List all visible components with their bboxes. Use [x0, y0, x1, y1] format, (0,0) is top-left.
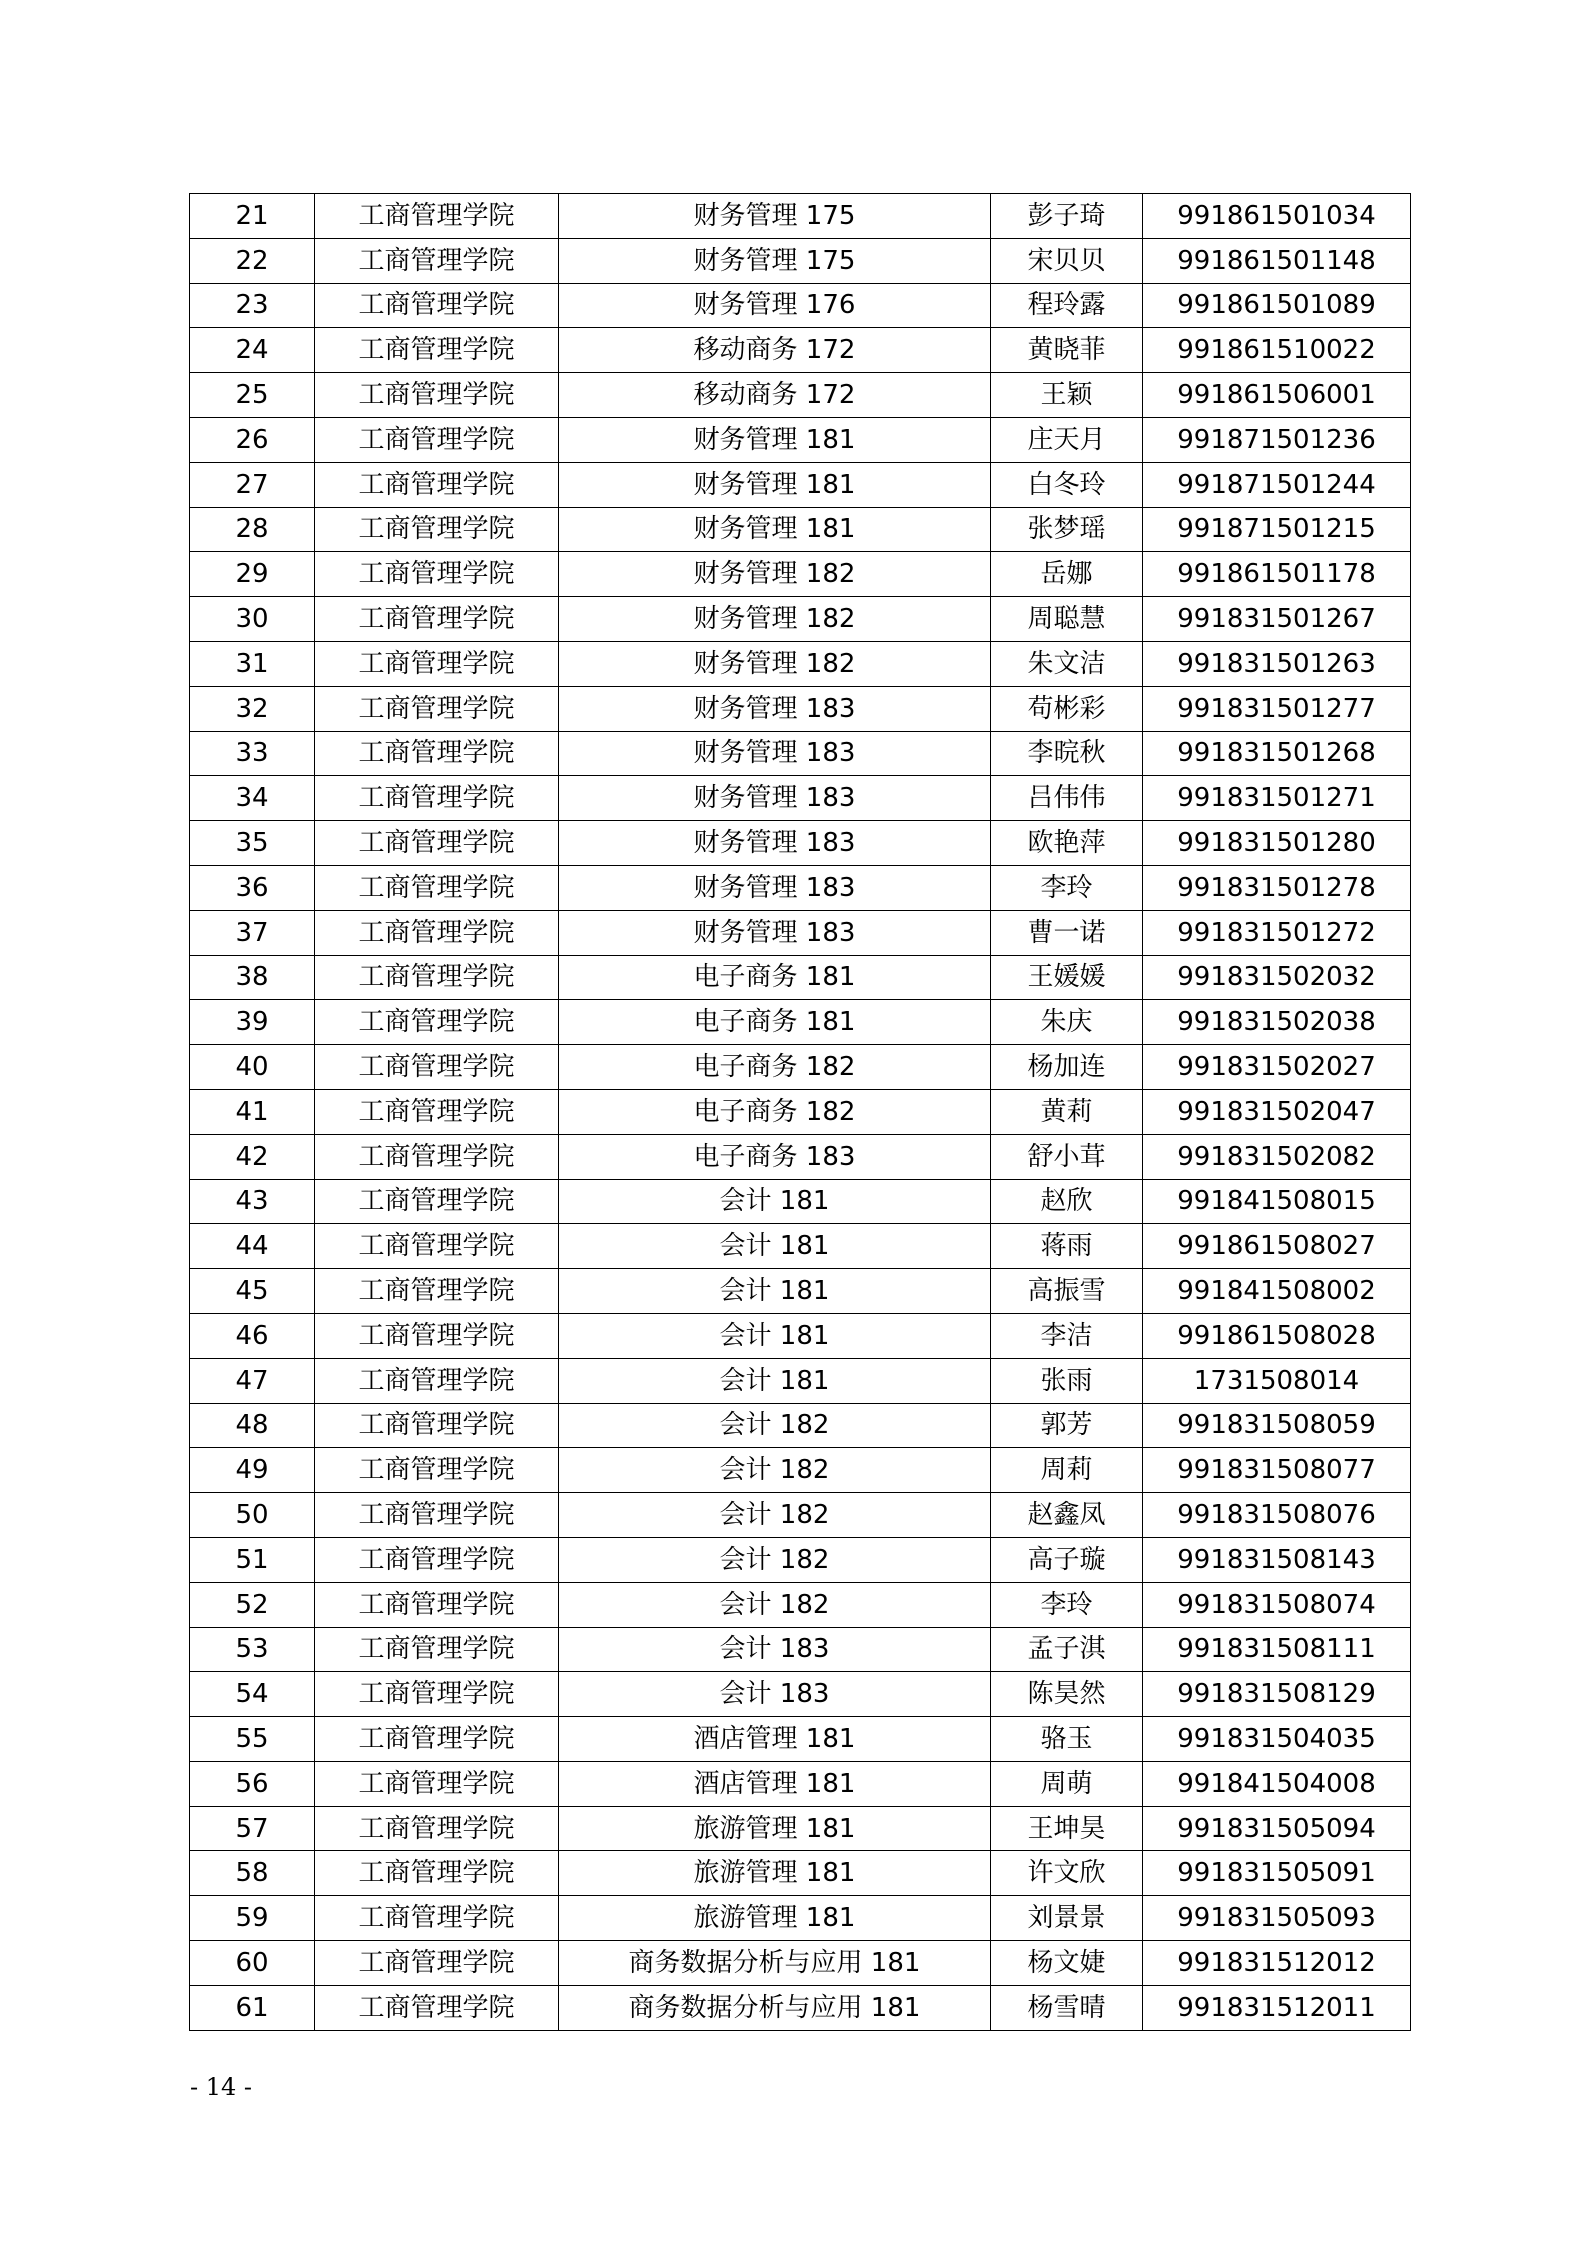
student-name-cell: 程玲露: [991, 283, 1143, 328]
row-index-cell: 54: [190, 1672, 315, 1717]
college-name-cell: 工商管理学院: [315, 731, 559, 776]
class-name-cell: 财务管理 181: [559, 462, 991, 507]
row-index-cell: 59: [190, 1896, 315, 1941]
college-name-cell: 工商管理学院: [315, 1806, 559, 1851]
class-name-cell: 会计 182: [559, 1403, 991, 1448]
class-name-cell: 会计 181: [559, 1224, 991, 1269]
row-index-cell: 34: [190, 776, 315, 821]
student-name-cell: 欧艳萍: [991, 821, 1143, 866]
row-index-cell: 56: [190, 1761, 315, 1806]
college-name-cell: 工商管理学院: [315, 1717, 559, 1762]
table-row: [190, 1806, 1411, 1851]
class-name-cell: 会计 182: [559, 1582, 991, 1627]
row-index-cell: 61: [190, 1985, 315, 2030]
student-id-cell: 991831505094: [1143, 1806, 1411, 1851]
table-row: [190, 1941, 1411, 1986]
student-id-cell: 991831501280: [1143, 821, 1411, 866]
row-index-cell: 23: [190, 283, 315, 328]
row-index-cell: 29: [190, 552, 315, 597]
class-name-cell: 商务数据分析与应用 181: [559, 1941, 991, 1986]
student-id-cell: 991861501178: [1143, 552, 1411, 597]
student-id-cell: 991861501148: [1143, 238, 1411, 283]
college-name-cell: 工商管理学院: [315, 1761, 559, 1806]
row-index-cell: 39: [190, 1000, 315, 1045]
class-name-cell: 移动商务 172: [559, 373, 991, 418]
student-id-cell: 991831501263: [1143, 641, 1411, 686]
row-index-cell: 27: [190, 462, 315, 507]
class-name-cell: 会计 183: [559, 1627, 991, 1672]
student-id-cell: 991871501236: [1143, 417, 1411, 462]
row-index-cell: 40: [190, 1045, 315, 1090]
college-name-cell: 工商管理学院: [315, 1269, 559, 1314]
student-id-cell: 991831508059: [1143, 1403, 1411, 1448]
row-index-cell: 41: [190, 1089, 315, 1134]
college-name-cell: 工商管理学院: [315, 910, 559, 955]
college-name-cell: 工商管理学院: [315, 328, 559, 373]
class-name-cell: 电子商务 182: [559, 1045, 991, 1090]
college-name-cell: 工商管理学院: [315, 1941, 559, 1986]
student-name-cell: 赵鑫凤: [991, 1493, 1143, 1538]
student-name-cell: 黄晓菲: [991, 328, 1143, 373]
student-name-cell: 李玲: [991, 1582, 1143, 1627]
student-id-cell: 991831505093: [1143, 1896, 1411, 1941]
student-id-cell: 991861501089: [1143, 283, 1411, 328]
student-name-cell: 庄天月: [991, 417, 1143, 462]
student-id-cell: 991841504008: [1143, 1761, 1411, 1806]
table-row: [190, 1179, 1411, 1224]
row-index-cell: 47: [190, 1358, 315, 1403]
student-id-cell: 991831502047: [1143, 1089, 1411, 1134]
table-row: [190, 686, 1411, 731]
row-index-cell: 51: [190, 1537, 315, 1582]
table-row: [190, 1089, 1411, 1134]
student-id-cell: 991831501278: [1143, 865, 1411, 910]
table-row: [190, 507, 1411, 552]
student-name-cell: 刘景景: [991, 1896, 1143, 1941]
table-row: [190, 1717, 1411, 1762]
college-name-cell: 工商管理学院: [315, 1000, 559, 1045]
table-row: [190, 1672, 1411, 1717]
college-name-cell: 工商管理学院: [315, 641, 559, 686]
student-name-cell: 黄莉: [991, 1089, 1143, 1134]
table-row: [190, 1582, 1411, 1627]
table-row: [190, 821, 1411, 866]
student-list-table: [189, 193, 1411, 2031]
row-index-cell: 35: [190, 821, 315, 866]
student-name-cell: 高振雪: [991, 1269, 1143, 1314]
row-index-cell: 28: [190, 507, 315, 552]
student-id-cell: 991831501267: [1143, 597, 1411, 642]
row-index-cell: 22: [190, 238, 315, 283]
college-name-cell: 工商管理学院: [315, 1403, 559, 1448]
college-name-cell: 工商管理学院: [315, 821, 559, 866]
student-id-cell: 991831504035: [1143, 1717, 1411, 1762]
row-index-cell: 25: [190, 373, 315, 418]
class-name-cell: 财务管理 183: [559, 776, 991, 821]
class-name-cell: 财务管理 176: [559, 283, 991, 328]
student-id-cell: 991831501277: [1143, 686, 1411, 731]
student-name-cell: 郭芳: [991, 1403, 1143, 1448]
table-row: [190, 1134, 1411, 1179]
student-id-cell: 991831512012: [1143, 1941, 1411, 1986]
row-index-cell: 57: [190, 1806, 315, 1851]
student-name-cell: 李晥秋: [991, 731, 1143, 776]
student-id-cell: 991831502032: [1143, 955, 1411, 1000]
student-name-cell: 朱庆: [991, 1000, 1143, 1045]
table-row: [190, 1403, 1411, 1448]
class-name-cell: 会计 183: [559, 1672, 991, 1717]
student-name-cell: 骆玉: [991, 1717, 1143, 1762]
row-index-cell: 38: [190, 955, 315, 1000]
row-index-cell: 53: [190, 1627, 315, 1672]
college-name-cell: 工商管理学院: [315, 238, 559, 283]
student-id-cell: 991831502038: [1143, 1000, 1411, 1045]
college-name-cell: 工商管理学院: [315, 507, 559, 552]
student-name-cell: 王颖: [991, 373, 1143, 418]
row-index-cell: 48: [190, 1403, 315, 1448]
college-name-cell: 工商管理学院: [315, 1045, 559, 1090]
table-row: [190, 1313, 1411, 1358]
class-name-cell: 电子商务 181: [559, 955, 991, 1000]
college-name-cell: 工商管理学院: [315, 194, 559, 239]
class-name-cell: 酒店管理 181: [559, 1761, 991, 1806]
row-index-cell: 26: [190, 417, 315, 462]
class-name-cell: 会计 182: [559, 1448, 991, 1493]
student-name-cell: 张梦瑶: [991, 507, 1143, 552]
row-index-cell: 42: [190, 1134, 315, 1179]
class-name-cell: 会计 182: [559, 1537, 991, 1582]
table-row: [190, 955, 1411, 1000]
student-name-cell: 王媛媛: [991, 955, 1143, 1000]
student-name-cell: 宋贝贝: [991, 238, 1143, 283]
class-name-cell: 财务管理 182: [559, 552, 991, 597]
table-row: [190, 1761, 1411, 1806]
table-row: [190, 1851, 1411, 1896]
student-name-cell: 白冬玲: [991, 462, 1143, 507]
student-name-cell: 陈昊然: [991, 1672, 1143, 1717]
college-name-cell: 工商管理学院: [315, 776, 559, 821]
student-name-cell: 许文欣: [991, 1851, 1143, 1896]
student-id-cell: 1731508014: [1143, 1358, 1411, 1403]
student-name-cell: 杨加连: [991, 1045, 1143, 1090]
student-name-cell: 孟子淇: [991, 1627, 1143, 1672]
row-index-cell: 21: [190, 194, 315, 239]
student-id-cell: 991831501268: [1143, 731, 1411, 776]
student-id-cell: 991861506001: [1143, 373, 1411, 418]
class-name-cell: 财务管理 183: [559, 686, 991, 731]
student-id-cell: 991861510022: [1143, 328, 1411, 373]
college-name-cell: 工商管理学院: [315, 1224, 559, 1269]
table-body: [190, 194, 1411, 2031]
college-name-cell: 工商管理学院: [315, 1448, 559, 1493]
college-name-cell: 工商管理学院: [315, 1896, 559, 1941]
class-name-cell: 财务管理 182: [559, 597, 991, 642]
class-name-cell: 财务管理 183: [559, 821, 991, 866]
class-name-cell: 商务数据分析与应用 181: [559, 1985, 991, 2030]
class-name-cell: 电子商务 181: [559, 1000, 991, 1045]
table-row: [190, 238, 1411, 283]
college-name-cell: 工商管理学院: [315, 283, 559, 328]
row-index-cell: 30: [190, 597, 315, 642]
table-row: [190, 731, 1411, 776]
student-name-cell: 李洁: [991, 1313, 1143, 1358]
class-name-cell: 财务管理 182: [559, 641, 991, 686]
table-row: [190, 1985, 1411, 2030]
table-row: [190, 1358, 1411, 1403]
class-name-cell: 财务管理 183: [559, 910, 991, 955]
row-index-cell: 60: [190, 1941, 315, 1986]
row-index-cell: 33: [190, 731, 315, 776]
row-index-cell: 32: [190, 686, 315, 731]
student-id-cell: 991831512011: [1143, 1985, 1411, 2030]
college-name-cell: 工商管理学院: [315, 1537, 559, 1582]
table-row: [190, 1224, 1411, 1269]
page-number: - 14 -: [190, 2073, 253, 2101]
college-name-cell: 工商管理学院: [315, 373, 559, 418]
class-name-cell: 会计 181: [559, 1358, 991, 1403]
student-name-cell: 杨文婕: [991, 1941, 1143, 1986]
college-name-cell: 工商管理学院: [315, 1134, 559, 1179]
student-name-cell: 蒋雨: [991, 1224, 1143, 1269]
student-id-cell: 991831501272: [1143, 910, 1411, 955]
class-name-cell: 财务管理 181: [559, 417, 991, 462]
college-name-cell: 工商管理学院: [315, 955, 559, 1000]
college-name-cell: 工商管理学院: [315, 1582, 559, 1627]
class-name-cell: 财务管理 175: [559, 194, 991, 239]
table-row: [190, 1537, 1411, 1582]
table-row: [190, 462, 1411, 507]
table-row: [190, 865, 1411, 910]
class-name-cell: 旅游管理 181: [559, 1896, 991, 1941]
student-name-cell: 杨雪晴: [991, 1985, 1143, 2030]
class-name-cell: 财务管理 181: [559, 507, 991, 552]
table-row: [190, 597, 1411, 642]
student-id-cell: 991831508129: [1143, 1672, 1411, 1717]
row-index-cell: 36: [190, 865, 315, 910]
class-name-cell: 会计 182: [559, 1493, 991, 1538]
college-name-cell: 工商管理学院: [315, 865, 559, 910]
student-name-cell: 周萌: [991, 1761, 1143, 1806]
student-name-cell: 苟彬彩: [991, 686, 1143, 731]
class-name-cell: 旅游管理 181: [559, 1806, 991, 1851]
table-row: [190, 194, 1411, 239]
student-id-cell: 991871501244: [1143, 462, 1411, 507]
student-name-cell: 曹一诺: [991, 910, 1143, 955]
student-id-cell: 991831508076: [1143, 1493, 1411, 1538]
class-name-cell: 会计 181: [559, 1313, 991, 1358]
student-name-cell: 周聪慧: [991, 597, 1143, 642]
college-name-cell: 工商管理学院: [315, 1493, 559, 1538]
college-name-cell: 工商管理学院: [315, 1179, 559, 1224]
student-id-cell: 991831505091: [1143, 1851, 1411, 1896]
row-index-cell: 31: [190, 641, 315, 686]
table-row: [190, 552, 1411, 597]
student-id-cell: 991831508111: [1143, 1627, 1411, 1672]
student-name-cell: 周莉: [991, 1448, 1143, 1493]
class-name-cell: 财务管理 183: [559, 865, 991, 910]
college-name-cell: 工商管理学院: [315, 597, 559, 642]
college-name-cell: 工商管理学院: [315, 686, 559, 731]
table-row: [190, 1448, 1411, 1493]
row-index-cell: 55: [190, 1717, 315, 1762]
college-name-cell: 工商管理学院: [315, 1089, 559, 1134]
row-index-cell: 43: [190, 1179, 315, 1224]
college-name-cell: 工商管理学院: [315, 1851, 559, 1896]
class-name-cell: 财务管理 183: [559, 731, 991, 776]
student-id-cell: 991831508074: [1143, 1582, 1411, 1627]
row-index-cell: 45: [190, 1269, 315, 1314]
table-row: [190, 417, 1411, 462]
student-id-cell: 991831502027: [1143, 1045, 1411, 1090]
college-name-cell: 工商管理学院: [315, 1313, 559, 1358]
student-id-cell: 991831508143: [1143, 1537, 1411, 1582]
row-index-cell: 52: [190, 1582, 315, 1627]
row-index-cell: 49: [190, 1448, 315, 1493]
table-row: [190, 641, 1411, 686]
row-index-cell: 46: [190, 1313, 315, 1358]
student-name-cell: 王坤昊: [991, 1806, 1143, 1851]
table-row: [190, 776, 1411, 821]
student-name-cell: 李玲: [991, 865, 1143, 910]
college-name-cell: 工商管理学院: [315, 1358, 559, 1403]
student-name-cell: 赵欣: [991, 1179, 1143, 1224]
table-row: [190, 910, 1411, 955]
student-id-cell: 991831502082: [1143, 1134, 1411, 1179]
college-name-cell: 工商管理学院: [315, 1672, 559, 1717]
class-name-cell: 酒店管理 181: [559, 1717, 991, 1762]
student-id-cell: 991841508002: [1143, 1269, 1411, 1314]
table-row: [190, 1269, 1411, 1314]
student-id-cell: 991841508015: [1143, 1179, 1411, 1224]
table-row: [190, 283, 1411, 328]
table-row: [190, 1045, 1411, 1090]
student-name-cell: 张雨: [991, 1358, 1143, 1403]
college-name-cell: 工商管理学院: [315, 1985, 559, 2030]
table-row: [190, 1627, 1411, 1672]
class-name-cell: 旅游管理 181: [559, 1851, 991, 1896]
college-name-cell: 工商管理学院: [315, 552, 559, 597]
student-id-cell: 991831508077: [1143, 1448, 1411, 1493]
class-name-cell: 电子商务 182: [559, 1089, 991, 1134]
college-name-cell: 工商管理学院: [315, 417, 559, 462]
table-row: [190, 1493, 1411, 1538]
table-row: [190, 328, 1411, 373]
table-row: [190, 373, 1411, 418]
student-name-cell: 舒小茸: [991, 1134, 1143, 1179]
class-name-cell: 移动商务 172: [559, 328, 991, 373]
student-name-cell: 岳娜: [991, 552, 1143, 597]
student-name-cell: 吕伟伟: [991, 776, 1143, 821]
student-id-cell: 991861508028: [1143, 1313, 1411, 1358]
table-row: [190, 1896, 1411, 1941]
class-name-cell: 会计 181: [559, 1269, 991, 1314]
row-index-cell: 24: [190, 328, 315, 373]
student-id-cell: 991861501034: [1143, 194, 1411, 239]
class-name-cell: 会计 181: [559, 1179, 991, 1224]
row-index-cell: 37: [190, 910, 315, 955]
row-index-cell: 44: [190, 1224, 315, 1269]
college-name-cell: 工商管理学院: [315, 462, 559, 507]
college-name-cell: 工商管理学院: [315, 1627, 559, 1672]
student-id-cell: 991861508027: [1143, 1224, 1411, 1269]
row-index-cell: 58: [190, 1851, 315, 1896]
student-name-cell: 朱文洁: [991, 641, 1143, 686]
student-id-cell: 991831501271: [1143, 776, 1411, 821]
student-name-cell: 高子璇: [991, 1537, 1143, 1582]
student-name-cell: 彭子琦: [991, 194, 1143, 239]
class-name-cell: 财务管理 175: [559, 238, 991, 283]
table-row: [190, 1000, 1411, 1045]
student-id-cell: 991871501215: [1143, 507, 1411, 552]
row-index-cell: 50: [190, 1493, 315, 1538]
class-name-cell: 电子商务 183: [559, 1134, 991, 1179]
